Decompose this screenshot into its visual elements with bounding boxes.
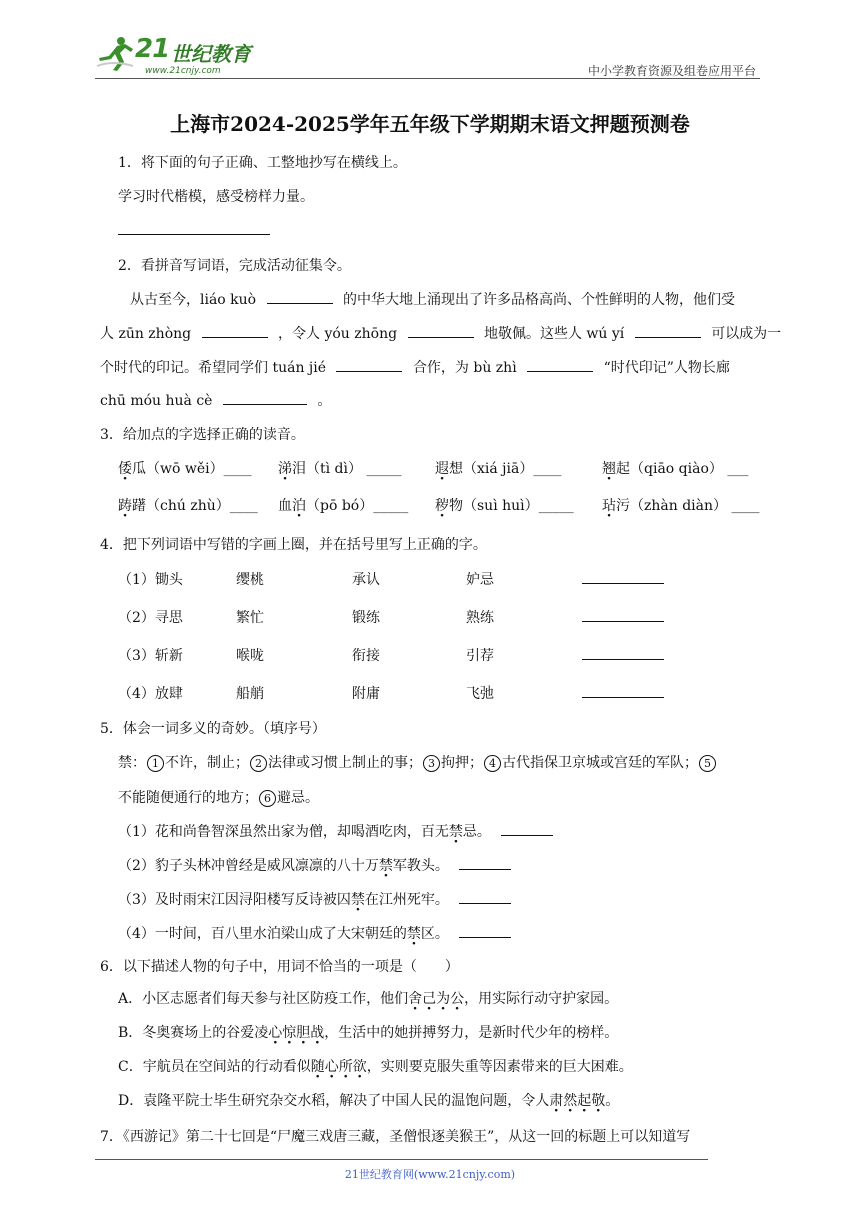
q3-text[interactable]: 瓜（wō wěi）____ (132, 461, 252, 477)
q5-item (118, 923, 511, 943)
q2-blank[interactable] (202, 323, 268, 338)
q2-text: 人 zūn zhòng (100, 326, 192, 342)
q3-text[interactable]: 泪（tì dì） _____ (292, 461, 402, 477)
q5-text: （3）及时雨宋江因浔阳楼写反诗被囚 (118, 892, 351, 908)
q3-text[interactable]: 污（zhàn diàn） ____ (616, 498, 760, 514)
dotted-char: 敬 (591, 1093, 606, 1109)
q3-item (435, 495, 574, 515)
q2-text: ，令人 yóu zhōng (278, 326, 398, 342)
q6-text: ，实则要克服失重等因素带来的巨大困难。 (366, 1059, 633, 1075)
q2-blank[interactable] (223, 390, 307, 405)
q5-dotted-char: 禁 (350, 892, 365, 908)
q3-item (278, 495, 408, 515)
dotted-char: 心 (268, 1025, 283, 1041)
q3-dotted-char: 倭 (118, 461, 132, 477)
q5-text: 军教头。 (392, 858, 449, 874)
q5-definitions (118, 752, 717, 772)
q3-dotted-char: 秽 (435, 498, 449, 514)
q2-stem: 2．看拼音写词语，完成活动征集令。 (118, 258, 351, 274)
q5-definitions-cont (118, 787, 319, 807)
circled-number: 2 (250, 755, 267, 772)
dotted-char: 己 (422, 991, 437, 1007)
q6-text: ，用实际行动守护家园。 (464, 991, 619, 1007)
logo-number: 21 (135, 34, 170, 64)
q2-line1 (130, 289, 735, 309)
header-divider (95, 78, 760, 79)
q6-text: A．小区志愿者们每天参与社区防疫工作，他们 (118, 991, 409, 1007)
q2-line4 (100, 390, 331, 410)
q4-word[interactable]: （1）锄头 (118, 572, 183, 588)
q2-text: 从古至今，liáo kuò (130, 292, 257, 308)
q4-answer-line[interactable] (582, 645, 664, 664)
q5-answer-line[interactable] (501, 821, 553, 836)
q1-answer-line[interactable] (118, 220, 270, 239)
q2-text: chū móu huà cè (100, 393, 213, 409)
q6-dotted-phrase (268, 1025, 324, 1041)
q5-stem: 5．体会一词多义的奇妙。（填序号） (100, 721, 326, 737)
q5-def: 不许，制止； (165, 755, 249, 771)
circled-number: 3 (423, 755, 440, 772)
q2-blank[interactable] (336, 357, 402, 372)
logo-url: www.21cnjy.com (145, 66, 221, 76)
q3-dotted-char: 踌 (118, 498, 132, 514)
q3-text: 血 (278, 498, 292, 514)
page-header (95, 30, 760, 80)
q5-def: 不能随便通行的地方； (118, 790, 258, 806)
q5-answer-line[interactable] (459, 923, 511, 938)
logo-text: 世纪教育 (171, 42, 251, 66)
q5-dotted-char: 禁 (406, 926, 421, 942)
q3-stem: 3．给加点的字选择正确的读音。 (100, 427, 305, 443)
q5-item (118, 855, 511, 875)
q2-line3 (100, 357, 730, 377)
q4-word[interactable]: 飞弛 (466, 686, 494, 702)
q5-answer-line[interactable] (459, 855, 511, 870)
q5-text: 忌。 (462, 824, 491, 840)
q5-text: （1）花和尚鲁智深虽然出家为僧，却喝酒吃肉，百无 (118, 824, 449, 840)
q4-word[interactable]: 船艄 (236, 686, 264, 702)
q4-word[interactable]: （4）放肆 (118, 686, 183, 702)
platform-name: 中小学教育资源及组卷应用平台 (587, 64, 756, 78)
q1-sentence: 学习时代楷模，感受榜样力量。 (118, 189, 314, 205)
q5-text: （4）一时间，百八里水泊梁山成了大宋朝廷的 (118, 926, 407, 942)
dotted-char: 然 (563, 1093, 578, 1109)
circled-number: 6 (259, 790, 276, 807)
q3-text[interactable]: （pō bó）_____ (306, 498, 409, 514)
q4-word[interactable]: 妒忌 (466, 572, 494, 588)
dotted-char: 惊 (282, 1025, 297, 1041)
circled-number: 1 (147, 755, 164, 772)
q7-stem: 7．《西游记》第二十七回是“尸魔三戏唐三藏，圣僧恨逐美猴王”，从这一回的标题上可以知道写 (100, 1129, 691, 1145)
q5-dotted-char: 禁 (378, 858, 393, 874)
q3-dotted-char: 玷 (602, 498, 616, 514)
dotted-char: 舍 (408, 991, 423, 1007)
circled-number: 5 (699, 755, 716, 772)
q5-text: （2）豹子头林冲曾经是威风凛凛的八十万 (118, 858, 379, 874)
q3-text[interactable]: 躇（chú zhù）____ (132, 498, 258, 514)
q2-text: “时代印记”人物长廊 (603, 360, 730, 376)
q3-item (602, 458, 748, 478)
q5-def-label: 禁： (118, 755, 146, 771)
q6-dotted-phrase (549, 1093, 605, 1109)
q4-word[interactable]: （2）寻思 (118, 610, 183, 626)
q4-word[interactable]: 喉咙 (236, 648, 264, 664)
q4-word[interactable]: 锻练 (352, 610, 380, 626)
q5-item (118, 889, 511, 909)
q1-stem: 1．将下面的句子正确、工整地抄写在横线上。 (118, 155, 407, 171)
dotted-char: 为 (436, 991, 451, 1007)
q2-text: 合作，为 bù zhì (412, 360, 517, 376)
page-title: 上海市2024-2025学年五年级下学期期末语文押题预测卷 (170, 112, 690, 136)
circled-number: 4 (484, 755, 501, 772)
q2-text: 可以成为一 (711, 326, 782, 342)
q3-dotted-char: 遐 (435, 461, 449, 477)
q4-word[interactable]: 引荐 (466, 648, 494, 664)
q3-item (118, 458, 252, 478)
q5-item (118, 821, 553, 841)
q3-text[interactable]: 物（suì huì）_____ (449, 498, 574, 514)
q3-item (278, 458, 401, 478)
q5-def: 避忌。 (277, 790, 319, 806)
q6-text: C．宇航员在空间站的行动看似 (118, 1059, 311, 1075)
q4-answer-line[interactable] (582, 607, 664, 626)
q6-option-a[interactable] (118, 988, 618, 1008)
q2-text: 个时代的印记。希望同学们 tuán jié (100, 360, 327, 376)
q4-word[interactable]: 承认 (352, 572, 380, 588)
dotted-char: 胆 (296, 1025, 311, 1041)
q5-def: 拘押； (441, 755, 483, 771)
q5-def: 法律或习惯上制止的事； (268, 755, 422, 771)
q2-blank[interactable] (267, 289, 333, 304)
q3-item (118, 495, 258, 515)
q2-text: 地敬佩。这些人 wú yí (483, 326, 625, 342)
q5-text: 区。 (420, 926, 449, 942)
q4-word[interactable]: 熟练 (466, 610, 494, 626)
q4-answer-line[interactable] (582, 569, 664, 588)
q2-text: 的中华大地上涌现出了许多品格高尚、个性鲜明的人物，他们受 (343, 292, 736, 308)
q4-word[interactable]: 缨桃 (236, 572, 264, 588)
q6-option-b[interactable] (118, 1022, 618, 1042)
runner-logo-icon (95, 36, 135, 72)
q4-word[interactable]: 衔接 (352, 648, 380, 664)
dotted-char: 起 (577, 1093, 592, 1109)
q3-dotted-char: 翘 (602, 461, 616, 477)
q6-option-c[interactable] (118, 1056, 633, 1076)
footer-divider (95, 1159, 708, 1160)
dotted-char: 公 (450, 991, 465, 1007)
q6-dotted-phrase (408, 991, 464, 1007)
q4-word[interactable]: 附庸 (352, 686, 380, 702)
q3-item (602, 495, 759, 515)
q6-text: 。 (605, 1093, 620, 1109)
q3-text[interactable]: 想（xiá jiā）____ (449, 461, 562, 477)
dotted-char: 欲 (352, 1059, 367, 1075)
q6-text: ，生活中的她拼搏努力，是新时代少年的榜样。 (324, 1025, 619, 1041)
q5-dotted-char: 禁 (448, 824, 463, 840)
q2-line2 (100, 323, 781, 343)
q6-text: B．冬奥赛场上的谷爱凌 (118, 1025, 269, 1041)
q3-text[interactable]: 起（qiāo qiào） ___ (616, 461, 749, 477)
q4-stem: 4．把下列词语中写错的字画上圈，并在括号里写上正确的字。 (100, 537, 487, 553)
page-footer[interactable]: 21世纪教育网(www.21cnjy.com) (344, 1168, 516, 1181)
dotted-char: 随 (310, 1059, 325, 1075)
q4-word[interactable]: 繁忙 (236, 610, 264, 626)
q6-stem: 6．以下描述人物的句子中，用词不恰当的一项是（ ） (100, 959, 459, 975)
q2-blank[interactable] (527, 357, 593, 372)
q3-dotted-char: 涕 (278, 461, 292, 477)
q3-item (435, 458, 561, 478)
dotted-char: 心 (324, 1059, 339, 1075)
q2-blank[interactable] (408, 323, 474, 338)
q4-word[interactable]: （3）斩新 (118, 648, 183, 664)
q2-text: 。 (317, 393, 332, 409)
q2-blank[interactable] (635, 323, 701, 338)
dotted-char: 战 (310, 1025, 325, 1041)
q6-text: D．袁隆平院士毕生研究杂交水稻，解决了中国人民的温饱问题，令人 (118, 1093, 550, 1109)
q6-option-d[interactable] (118, 1090, 619, 1110)
q6-dotted-phrase (311, 1059, 367, 1075)
dotted-char: 所 (338, 1059, 353, 1075)
q5-text: 在江州死牢。 (364, 892, 449, 908)
q4-answer-line[interactable] (582, 683, 664, 702)
q3-dotted-char: 泊 (292, 498, 306, 514)
q5-answer-line[interactable] (459, 889, 511, 904)
site-logo (95, 34, 265, 76)
dotted-char: 肃 (549, 1093, 564, 1109)
q5-def: 古代指保卫京城或宫廷的军队； (502, 755, 698, 771)
